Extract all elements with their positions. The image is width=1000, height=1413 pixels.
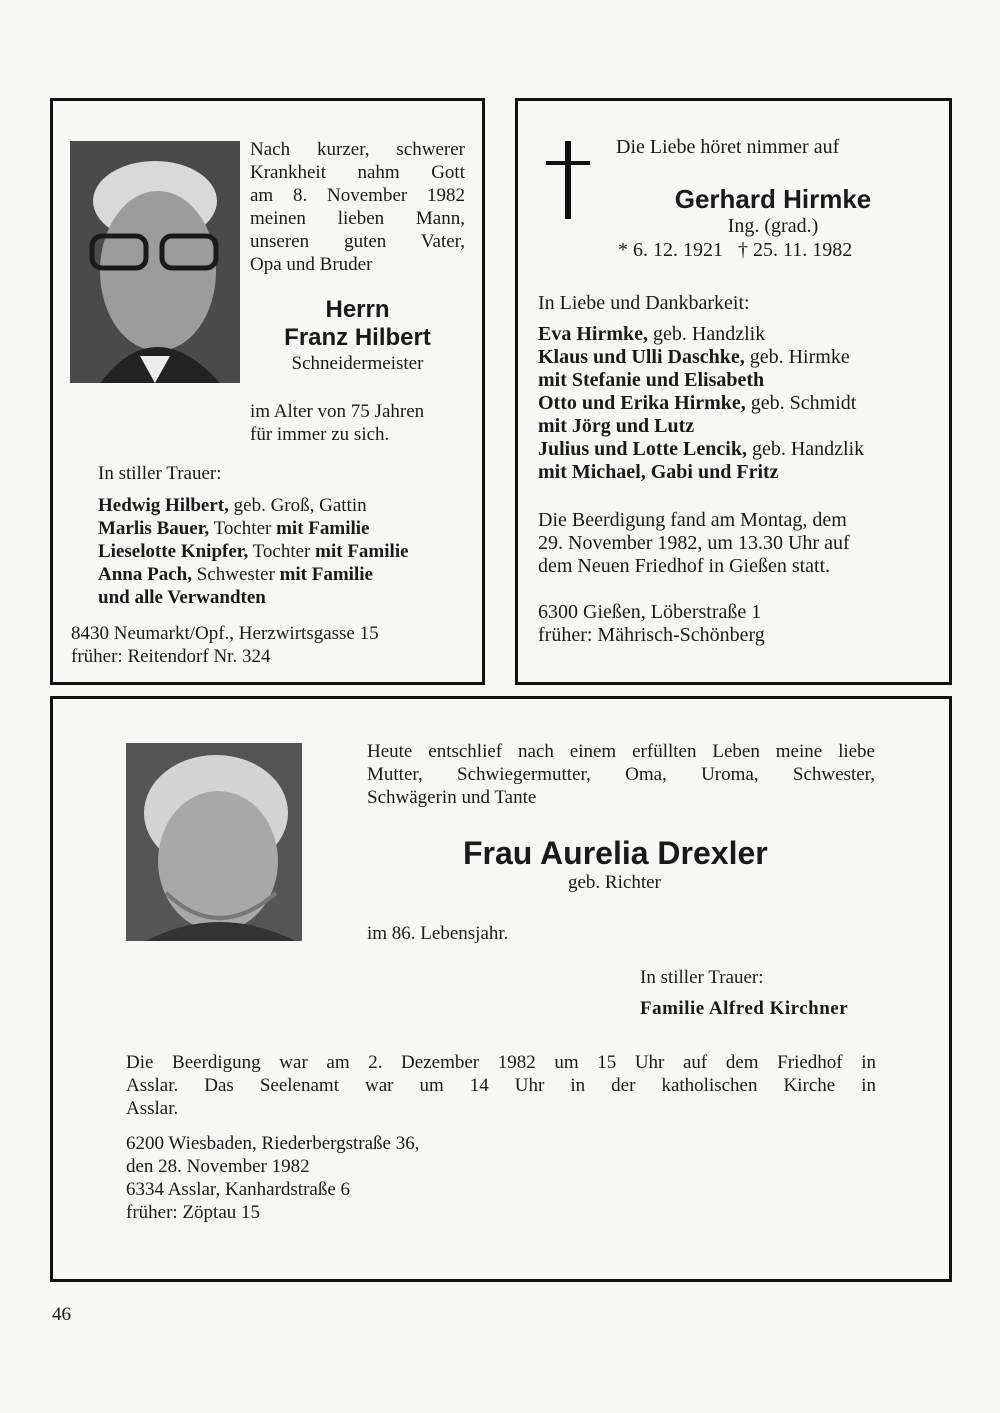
funeral-info (538, 509, 850, 578)
obituary-franz-hilbert (50, 98, 485, 685)
intro-line: Krankheit nahm Gott (250, 162, 465, 183)
mourner-line (538, 438, 864, 461)
funeral-line: Asslar. Das Seelenamt war um 14 Uhr in der katholischen Kirche in (126, 1075, 876, 1096)
mourner-name: Otto und Erika Hirmke, (538, 392, 746, 414)
obituary-aurelia-drexler (50, 696, 952, 1282)
funeral-line: 29. November 1982, um 13.30 Uhr auf (538, 532, 850, 554)
mourner-line (98, 540, 409, 563)
mourner-name: mit Stefanie und Elisabeth (538, 369, 765, 391)
address (126, 1132, 419, 1224)
mourner-line (98, 586, 409, 609)
address-line: 8430 Neumarkt/Opf., Herzwirtsgasse 15 (71, 623, 379, 644)
address (538, 601, 765, 647)
mourning-label: In stiller Trauer: (98, 463, 222, 484)
gratitude-label: In Liebe und Dankbarkeit: (538, 292, 750, 314)
intro-line: Mutter, Schwiegermutter, Oma, Uroma, Schwester, (367, 764, 875, 785)
mourner-name: Marlis Bauer, (98, 518, 210, 539)
age-line: im Alter von 75 Jahren (250, 401, 425, 422)
mourners-list (98, 494, 409, 609)
mourner-name: Lieselotte Knipfer, (98, 541, 249, 562)
funeral-line: Asslar. (126, 1098, 179, 1119)
mourner-detail: geb. Schmidt (745, 392, 857, 414)
mourner-name: Klaus und Ulli Daschke, (538, 346, 745, 368)
life-dates: * 6. 12. 1921 † 25. 11. 1982 (618, 239, 853, 261)
funeral-line: Die Beerdigung fand am Montag, dem (538, 509, 847, 531)
mourner-name: Hedwig Hilbert, (98, 495, 229, 516)
portrait-photo-man (70, 141, 240, 383)
mourner-line (98, 563, 409, 586)
mourner-name: mit Michael, Gabi und Fritz (538, 461, 779, 483)
deceased-name: Gerhard Hirmke (674, 184, 872, 214)
address-line: 6300 Gießen, Löberstraße 1 (538, 601, 762, 623)
motto: Die Liebe höret nimmer auf (616, 136, 840, 158)
mourner-relation: geb. Groß, Gattin (228, 495, 367, 516)
mourner-name: Julius und Lotte Lencik, (538, 438, 747, 460)
address-line: 6334 Asslar, Kanhardstraße 6 (126, 1179, 351, 1200)
funeral-info (126, 1051, 876, 1120)
address-line: früher: Zöptau 15 (126, 1202, 261, 1223)
mourner-name: Eva Hirmke, (538, 323, 648, 345)
intro-line: unseren guten Vater, (250, 231, 465, 252)
obituary-gerhard-hirmke (515, 98, 952, 685)
age: im 86. Lebensjahr. (367, 923, 509, 944)
mourner-family: mit Familie (315, 541, 409, 562)
mourner-detail: geb. Hirmke (744, 346, 850, 368)
page-number: 46 (52, 1304, 71, 1325)
mourner-relation: Schwester (191, 564, 280, 585)
mourner-line (538, 369, 864, 392)
mourner-name: mit Jörg und Lutz (538, 415, 695, 437)
address (71, 622, 379, 668)
mourning-label: In stiller Trauer: (640, 967, 764, 988)
mourner-detail: geb. Handzlik (746, 438, 865, 460)
mourner-name: und alle Verwandten (98, 587, 266, 608)
mourner-line (538, 346, 864, 369)
deceased-name: Franz Hilbert (284, 324, 431, 351)
portrait-woman-illustration (126, 743, 302, 941)
profession: Schneidermeister (291, 353, 424, 374)
birth-name: geb. Richter (568, 872, 661, 893)
mourner-relation: Tochter (248, 541, 316, 562)
age-text (250, 400, 470, 446)
age-line: für immer zu sich. (250, 424, 390, 445)
address-line: früher: Mährisch-Schönberg (538, 624, 765, 646)
mourner-line (98, 517, 409, 540)
intro-line: am 8. November 1982 (250, 185, 465, 206)
mourner: Familie Alfred Kirchner (640, 998, 849, 1019)
funeral-line: Die Beerdigung war am 2. Dezember 1982 um 15 Uhr auf dem Friedhof in (126, 1052, 876, 1073)
deceased-name: Frau Aurelia Drexler (463, 835, 768, 871)
address-line: früher: Reitendorf Nr. 324 (71, 646, 271, 667)
portrait-man-illustration (70, 141, 240, 383)
cross-icon (546, 141, 590, 219)
mourners-list (538, 323, 864, 484)
mourner-line (538, 461, 864, 484)
mourner-line (538, 415, 864, 438)
intro-line: Nach kurzer, schwerer (250, 139, 465, 160)
mourner-line (538, 392, 864, 415)
intro-line: Opa und Bruder (250, 254, 373, 275)
mourner-line (98, 494, 409, 517)
salutation: Herrn (325, 296, 390, 323)
portrait-photo-woman (126, 743, 302, 941)
title: Ing. (grad.) (727, 215, 819, 237)
intro-line: Schwägerin und Tante (367, 787, 537, 808)
intro-line: meinen lieben Mann, (250, 208, 465, 229)
intro-line: Heute entschlief nach einem erfüllten Leben meine liebe (367, 741, 875, 762)
mourner-name: Anna Pach, (98, 564, 192, 585)
mourner-family: mit Familie (279, 564, 373, 585)
mourner-line (538, 323, 864, 346)
mourner-family: mit Familie (276, 518, 370, 539)
address-line: 6200 Wiesbaden, Riederbergstraße 36, (126, 1133, 420, 1154)
mourner-relation: Tochter (209, 518, 277, 539)
intro-text (367, 740, 875, 809)
mourner-detail: geb. Handzlik (648, 323, 766, 345)
funeral-line: dem Neuen Friedhof in Gießen statt. (538, 555, 831, 577)
address-line: den 28. November 1982 (126, 1156, 310, 1177)
intro-text (250, 138, 465, 276)
